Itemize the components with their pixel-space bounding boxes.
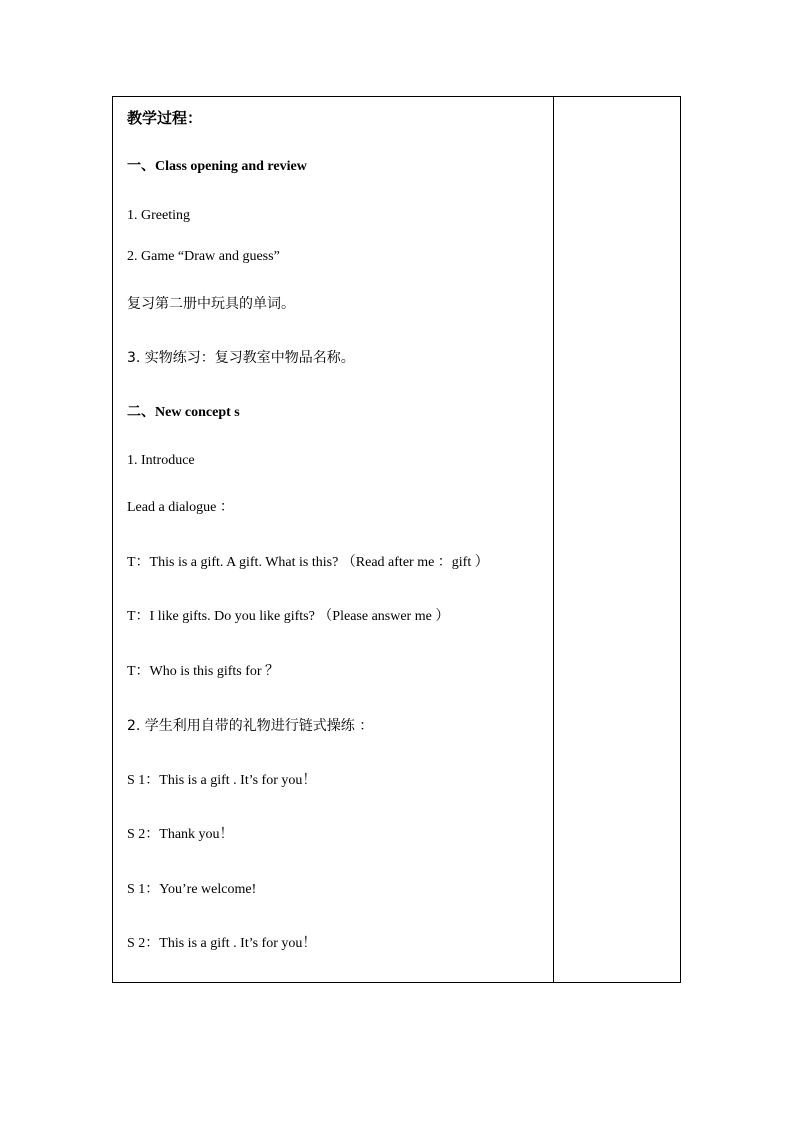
dialogue-line: T：Who is this gifts for ？: [127, 664, 280, 679]
lesson-process-cell: [113, 97, 553, 982]
page-title: 教学过程：: [127, 109, 203, 127]
dialogue-line: T：This is a gift. A gift. What is this? （Read after me ：gift ）: [127, 555, 489, 570]
item-game: 2. Game “Draw and guess”: [127, 249, 280, 264]
section-heading-new-concepts: 二、New concept s: [127, 405, 240, 420]
item-greeting: 1. Greeting: [127, 208, 190, 223]
dialogue-line: S 2：This is a gift . It’s for you！: [127, 936, 317, 951]
lesson-table: [112, 96, 681, 983]
dialogue-line: S 1：You’re welcome!: [127, 882, 257, 897]
review-toys-text: 复习第二册中玩具的单词。: [127, 296, 295, 312]
item-realia: 3. 实物练习：复习教室中物品名称。: [127, 350, 355, 366]
dialogue-line: S 2：Thank you！: [127, 827, 234, 842]
dialogue-line: T：I like gifts. Do you like gifts? （Please answer me ）: [127, 609, 450, 624]
item-introduce: 1. Introduce: [127, 453, 195, 468]
notes-cell: [554, 97, 680, 982]
lead-dialogue-text: Lead a dialogue ：: [127, 500, 234, 515]
dialogue-line: S 1：This is a gift . It’s for you！: [127, 773, 317, 788]
section-heading-opening: 一、Class opening and review: [127, 159, 307, 174]
item-chain-drill: 2. 学生利用自带的礼物进行链式操练 ：: [127, 718, 374, 734]
